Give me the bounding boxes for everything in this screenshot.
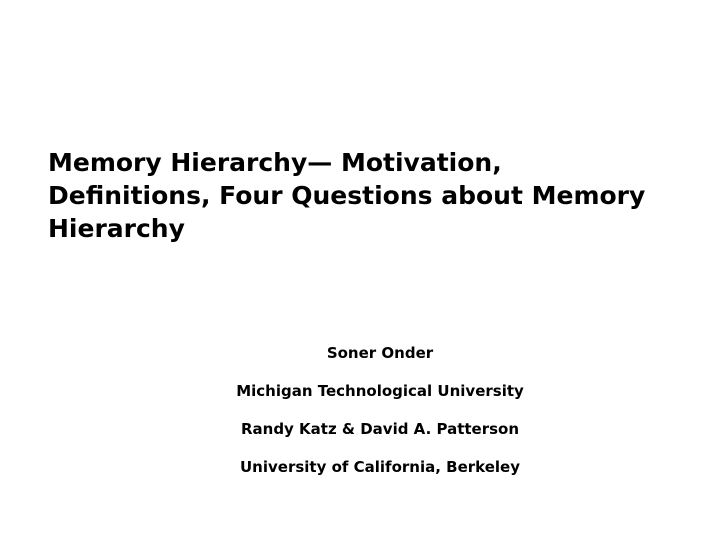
title-line: Hierarchy bbox=[48, 214, 185, 243]
title-line: Definitions, Four Questions about Memory bbox=[48, 181, 646, 210]
author-name: Soner Onder bbox=[326, 344, 434, 362]
author-name: Randy Katz & David A. Patterson bbox=[240, 420, 520, 438]
slide-title bbox=[48, 146, 688, 245]
author-block bbox=[190, 343, 570, 495]
author-affiliation: University of California, Berkeley bbox=[240, 458, 520, 476]
author-affiliation: Michigan Technological University bbox=[236, 382, 524, 400]
title-line: Memory Hierarchy— Motivation, bbox=[48, 148, 502, 177]
